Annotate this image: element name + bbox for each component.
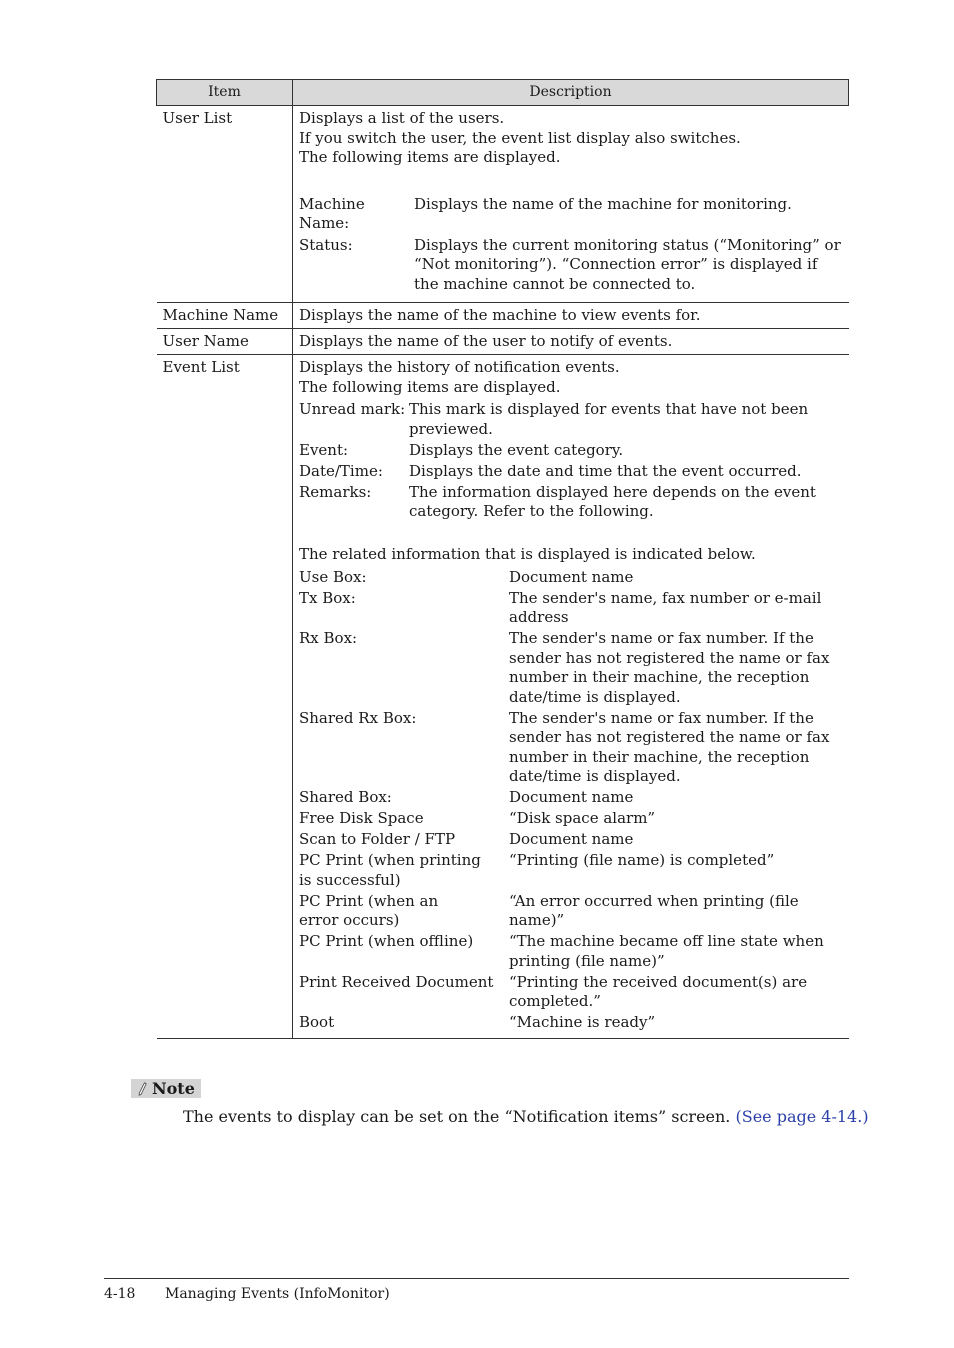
field-key: Machine Name:	[299, 194, 365, 232]
note-badge	[131, 1079, 201, 1098]
related-value: “Printing the received document(s) are completed.”	[509, 972, 808, 1010]
table-row	[157, 355, 849, 1039]
related-info-list	[299, 568, 843, 1035]
page-number: 4-18	[104, 1286, 136, 1302]
related-key: Boot	[299, 1013, 335, 1031]
section-title: Managing Events (InfoMonitor)	[165, 1286, 390, 1302]
field-key: Remarks:	[299, 482, 372, 501]
related-key: Rx Box:	[299, 629, 358, 647]
description-event-list	[293, 355, 849, 1039]
related-value: The sender's name, fax number or e-mail address	[509, 588, 822, 626]
description-line: Displays the history of notification events.	[299, 358, 620, 376]
related-key: Shared Rx Box:	[299, 708, 417, 727]
item-user-name: User Name	[157, 329, 293, 355]
field-value: The information displayed here depends on the event category. Refer to the following.	[409, 482, 816, 520]
description-user-name: Displays the name of the user to notify of events.	[293, 329, 849, 355]
footer-rule	[104, 1278, 849, 1279]
table-row	[157, 303, 849, 329]
related-value: Document name	[509, 830, 634, 848]
related-value: The sender's name or fax number. If the sender has not registered the name or fax number in their machine, the reception date/time is displayed.	[509, 629, 830, 706]
related-key: Free Disk Space	[299, 809, 424, 827]
note-text	[183, 1106, 869, 1128]
description-line: The following items are displayed.	[299, 148, 561, 166]
user-list-fields	[299, 195, 843, 295]
field-value: Displays the name of the machine for monitoring.	[414, 194, 792, 213]
pencil-icon	[138, 1082, 147, 1096]
related-value: The sender's name or fax number. If the sender has not registered the name or fax number in their machine, the reception date/time is displayed.	[509, 708, 830, 785]
field-key: Event:	[299, 440, 349, 459]
related-key: Shared Box:	[299, 788, 392, 806]
related-value: Document name	[509, 567, 634, 586]
related-value: “The machine became off line state when printing (file name)”	[509, 932, 824, 970]
related-value: Document name	[509, 788, 634, 806]
see-page-link[interactable]: (See page 4-14.)	[735, 1107, 869, 1126]
description-line: Displays a list of the users.	[299, 109, 505, 127]
field-key: Date/Time:	[299, 461, 383, 480]
description-line: If you switch the user, the event list display also switches.	[299, 128, 741, 147]
related-value: “Machine is ready”	[509, 1013, 656, 1031]
field-value: Displays the current monitoring status (“Monitoring” or “Not monitoring”). “Connection error” is displayed if the machine cannot be connected to.	[414, 235, 841, 293]
related-value: “An error occurred when printing (file name)”	[509, 891, 799, 929]
table-row	[157, 329, 849, 355]
event-list-fields	[299, 400, 843, 523]
item-machine-name: Machine Name	[157, 303, 293, 329]
related-key: Tx Box:	[299, 588, 356, 607]
item-user-list: User List	[157, 106, 293, 303]
header-description: Description	[293, 80, 849, 106]
table-header-row	[157, 80, 849, 106]
description-user-list	[293, 106, 849, 303]
field-key: Status:	[299, 235, 353, 254]
related-value: “Printing (file name) is completed”	[509, 851, 775, 869]
related-key: PC Print (when an error occurs)	[299, 891, 439, 929]
related-key: Print Received Document	[299, 972, 494, 991]
field-key: Unread mark:	[299, 400, 406, 418]
field-value: This mark is displayed for events that have not been previewed.	[409, 400, 809, 438]
description-machine-name: Displays the name of the machine to view events for.	[293, 303, 849, 329]
field-value: Displays the event category.	[409, 440, 624, 459]
related-key: PC Print (when offline)	[299, 932, 474, 950]
related-key: Scan to Folder / FTP	[299, 830, 456, 848]
header-item: Item	[157, 80, 293, 106]
field-value: Displays the date and time that the event occurred.	[409, 461, 802, 480]
related-intro: The related information that is displayed is indicated below.	[299, 545, 756, 563]
description-line: The following items are displayed.	[299, 377, 561, 396]
related-key: Use Box:	[299, 567, 367, 586]
related-key: PC Print (when printing is successful)	[299, 851, 481, 889]
note-label: Note	[152, 1079, 195, 1098]
related-value: “Disk space alarm”	[509, 809, 656, 827]
note-body: The events to display can be set on the “Notification items” screen.	[183, 1107, 736, 1126]
item-event-list: Event List	[157, 355, 293, 1039]
table-row	[157, 106, 849, 303]
item-description-table	[156, 79, 849, 1039]
